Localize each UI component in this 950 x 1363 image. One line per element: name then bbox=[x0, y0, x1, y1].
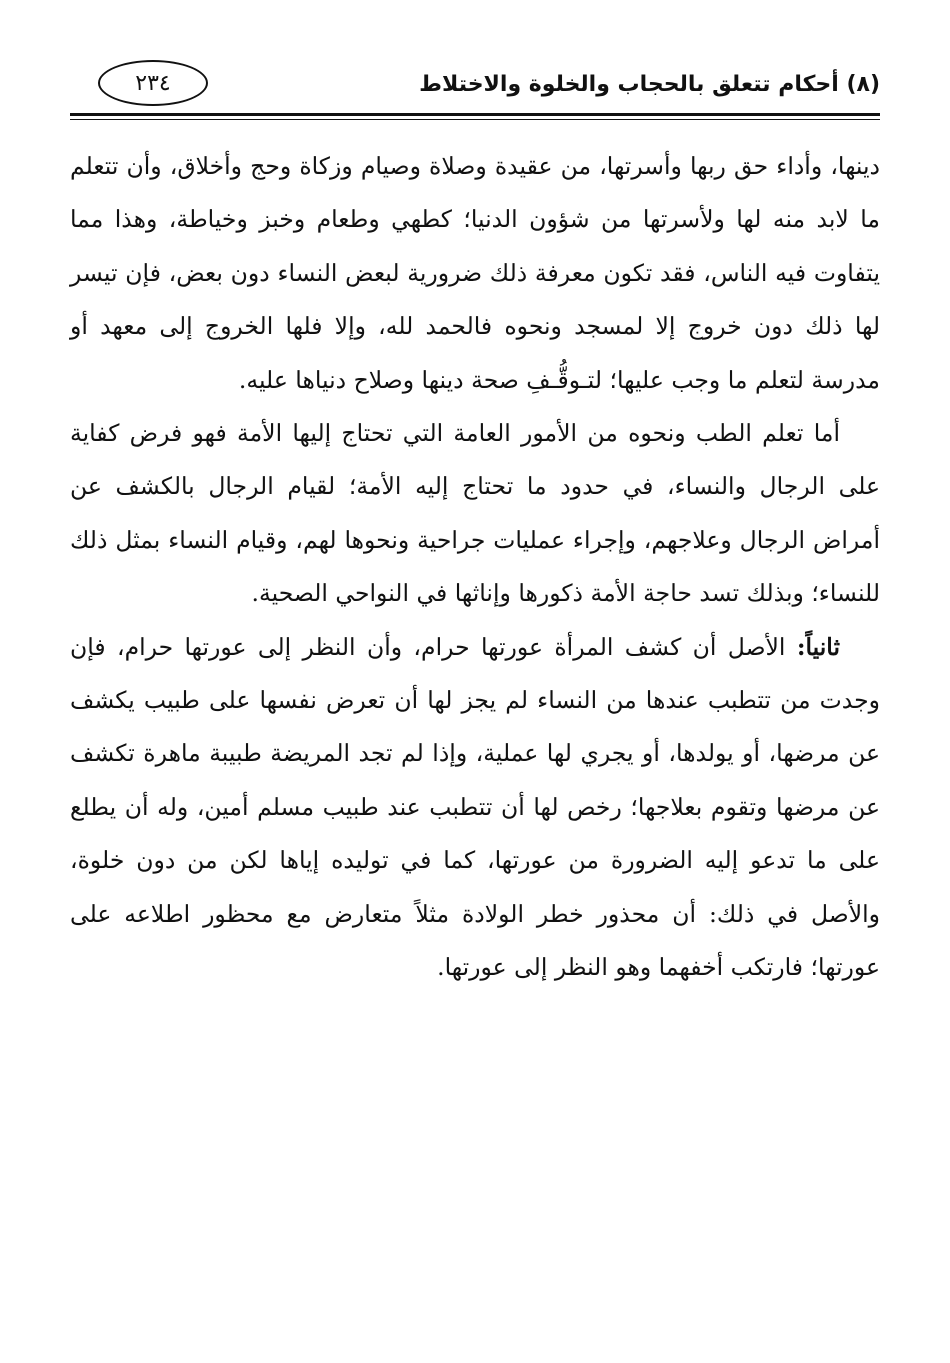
paragraph-text: دينها، وأداء حق ربها وأسرتها، من عقيدة وصلاة وصيام وزكاة وحج وأخلاق، وأن تتعلم ما لابد منه لها ولأسرتها من شؤون الدنيا؛ كطهي وطعام وخبز وخياطة، وهذا مما يتفاوت فيه الناس، فقد تكون معرفة ذلك ضرورية لبعض النساء دون بعض، فإن تيسر لها ذلك دون خروج إلا لمسجد ونحوه فالحمد لله، وإلا فلها الخروج إلى معهد أو مدرسة لتعلم ما وجب عليها؛ لتـوقُّـفِ صحة دينها وصلاح دنياها عليه. bbox=[70, 152, 880, 394]
section-lead: ثانياً: bbox=[796, 632, 840, 661]
running-header bbox=[70, 60, 880, 120]
chapter-title: (٨) أحكام تتعلق بالحجاب والخلوة والاختلاط bbox=[419, 72, 880, 97]
paragraph bbox=[70, 140, 880, 407]
header-rule-thin bbox=[70, 119, 880, 120]
page-number: ٢٣٤ bbox=[98, 60, 208, 106]
paragraph bbox=[70, 407, 880, 621]
paragraph-text: أما تعلم الطب ونحوه من الأمور العامة التي تحتاج إليها الأمة فهو فرض كفاية على الرجال والنساء، في حدود ما تحتاج إليه الأمة؛ لقيام الرجال بالكشف عن أمراض الرجال وعلاجهم، وإجراء عمليات جراحية ونحوها لهم، وقيام النساء بمثل ذلك للنساء؛ وبذلك تسد حاجة الأمة ذكورها وإناثها في النواحي الصحية. bbox=[70, 419, 880, 608]
header-rule bbox=[70, 113, 880, 116]
paragraph bbox=[70, 621, 880, 995]
paragraph-text: الأصل أن كشف المرأة عورتها حرام، وأن النظر إلى عورتها حرام، فإن وجدت من تتطبب عندها من النساء لم يجز لها أن تعرض نفسها على طبيب يكشف عن مرضها، أو يولدها، أو يجري لها عملية، وإذا لم تجد المريضة طبيبة ماهرة تكشف عن مرضها وتقوم بعلاجها؛ رخص لها أن تتطبب عند طبيب مسلم أمين، وله أن يطلع على ما تدعو إليه الضرورة من عورتها، كما في توليده إياها لكن من دون خلوة، والأصل في ذلك: أن محذور خطر الولادة مثلاً متعارض مع محظور اطلاعه على عورتها؛ فارتكب أخفهما وهو النظر إلى عورتها. bbox=[70, 632, 880, 982]
body-text bbox=[70, 140, 880, 995]
